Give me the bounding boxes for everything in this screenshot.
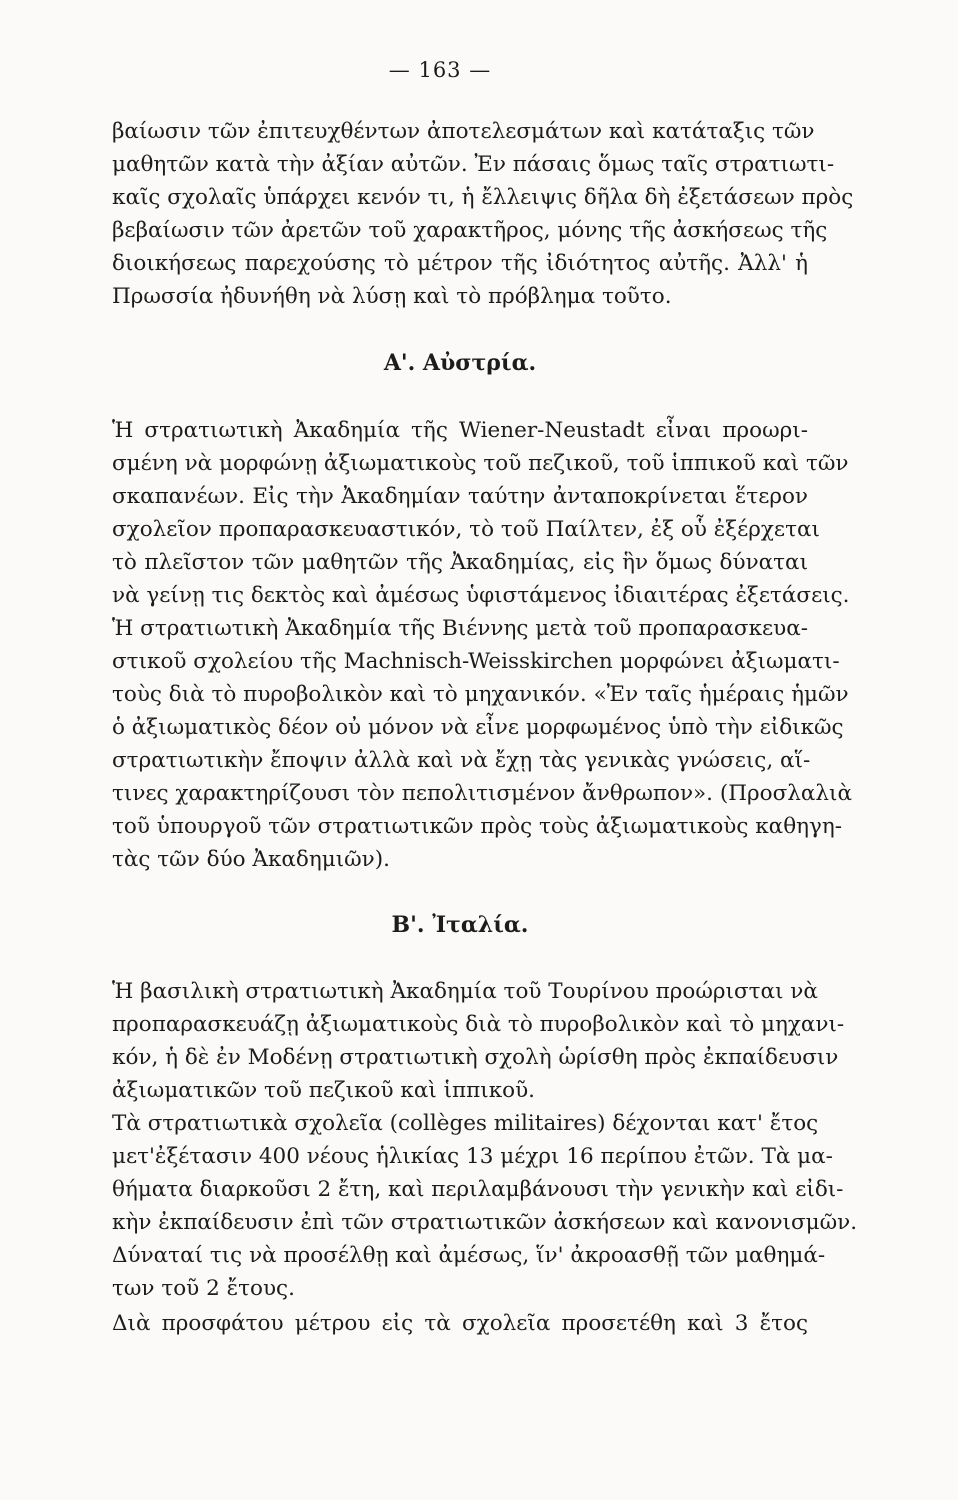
text-line: σχολεῖον προπαρασκευαστικόν, τὸ τοῦ Παίλτεν, ἐξ οὗ ἐξέρχεται <box>112 517 820 542</box>
text-line: στρατιωτικὴν ἔποψιν ἀλλὰ καὶ νὰ ἔχῃ τὰς γενικὰς γνώσεις, αἵ- <box>112 748 811 773</box>
text-line: τὸ πλεῖστον τῶν μαθητῶν τῆς Ἀκαδημίας, εἰς ἣν ὅμως δύναται <box>112 550 808 575</box>
text-line: Ἡ βασιλικὴ στρατιωτικὴ Ἀκαδημία τοῦ Τουρίνου προώρισται νὰ <box>112 979 818 1004</box>
text-line: κόν, ἡ δὲ ἐν Μοδένῃ στρατιωτικὴ σχολὴ ὡρίσθη πρὸς ἐκπαίδευσιν <box>112 1045 839 1070</box>
text-line: θήματα διαρκοῦσι 2 ἔτη, καὶ περιλαμβάνουσι τὴν γενικὴν καὶ εἰδι- <box>112 1177 844 1202</box>
text-line: Πρωσσία ἠδυνήθη νὰ λύσῃ καὶ τὸ πρόβλημα τοῦτο. <box>112 284 672 309</box>
text-line: κὴν ἐκπαίδευσιν ἐπὶ τῶν στρατιωτικῶν ἀσκήσεων καὶ κανονισμῶν. <box>112 1210 858 1235</box>
page-number: — 163 — <box>388 58 492 82</box>
text-line: καῖς σχολαῖς ὑπάρχει κενόν τι, ἡ ἔλλειψις δῆλα δὴ ἐξετάσεων πρὸς <box>112 185 854 210</box>
text-line: σμένη νὰ μορφώνῃ ἀξιωματικοὺς τοῦ πεζικοῦ, τοῦ ἱππικοῦ καὶ τῶν <box>112 451 849 476</box>
text-line: Τὰ στρατιωτικὰ σχολεῖα (collèges militaires) δέχονται κατ' ἔτος <box>112 1111 819 1136</box>
text-line: στικοῦ σχολείου τῆς Machnisch-Weisskirchen μορφώνει ἀξιωματι- <box>112 649 840 674</box>
text-line: βαίωσιν τῶν ἐπιτευχθέντων ἀποτελεσμάτων καὶ κατάταξις τῶν <box>112 119 815 144</box>
section-heading-austria: Α'. Αὐστρία. <box>383 350 537 376</box>
text-line: τοὺς διὰ τὸ πυροβολικὸν καὶ τὸ μηχανικόν. «Ἐν ταῖς ἡμέραις ἡμῶν <box>112 682 849 707</box>
text-line: Ἡ στρατιωτικὴ Ἀκαδημία τῆς Wiener-Neustadt εἶναι προωρι- <box>112 418 808 443</box>
text-line: τινες χαρακτηρίζουσι τὸν πεπολιτισμένον ἄνθρωπον». (Προσλαλιὰ <box>112 781 852 806</box>
text-line: μετ'ἐξέτασιν 400 νέους ἡλικίας 13 μέχρι 16 περίπου ἐτῶν. Τὰ μα- <box>112 1144 833 1169</box>
text-line: Διὰ προσφάτου μέτρου εἰς τὰ σχολεῖα προσετέθη καὶ 3 ἔτος <box>112 1311 808 1336</box>
text-line: σκαπανέων. Εἰς τὴν Ἀκαδημίαν ταύτην ἀνταποκρίνεται ἕτερον <box>112 484 808 509</box>
text-line: των τοῦ 2 ἔτους. <box>112 1276 295 1301</box>
text-line: ὁ ἀξιωματικὸς δέον οὐ μόνον νὰ εἶνε μορφωμένος ὑπὸ τὴν εἰδικῶς <box>112 715 844 740</box>
text-line: διοικήσεως παρεχούσης τὸ μέτρον τῆς ἰδιότητος αὐτῆς. Ἀλλ' ἡ <box>112 251 808 276</box>
text-line: τὰς τῶν δύο Ἀκαδημιῶν). <box>112 847 390 872</box>
text-line: τοῦ ὑπουργοῦ τῶν στρατιωτικῶν πρὸς τοὺς ἀξιωματικοὺς καθηγη- <box>112 814 843 839</box>
text-line: Δύναταί τις νὰ προσέλθῃ καὶ ἀμέσως, ἵν' ἀκροασθῇ τῶν μαθημά- <box>112 1243 826 1268</box>
text-line: Ἡ στρατιωτικὴ Ἀκαδημία τῆς Βιέννης μετὰ τοῦ προπαρασκευα- <box>112 616 808 641</box>
section-heading-italy: Β'. Ἰταλία. <box>391 912 529 938</box>
text-line: προπαρασκευάζῃ ἀξιωματικοὺς διὰ τὸ πυροβολικὸν καὶ τὸ μηχανι- <box>112 1012 845 1037</box>
text-line: ἀξιωματικῶν τοῦ πεζικοῦ καὶ ἱππικοῦ. <box>112 1078 536 1103</box>
text-line: μαθητῶν κατὰ τὴν ἀξίαν αὐτῶν. Ἐν πάσαις ὅμως ταῖς στρατιωτι- <box>112 152 835 177</box>
text-line: βεβαίωσιν τῶν ἀρετῶν τοῦ χαρακτῆρος, μόνης τῆς ἀσκήσεως τῆς <box>112 218 828 243</box>
text-line: νὰ γείνῃ τις δεκτὸς καὶ ἀμέσως ὑφιστάμενος ἰδιαιτέρας ἐξετάσεις. <box>112 583 850 608</box>
